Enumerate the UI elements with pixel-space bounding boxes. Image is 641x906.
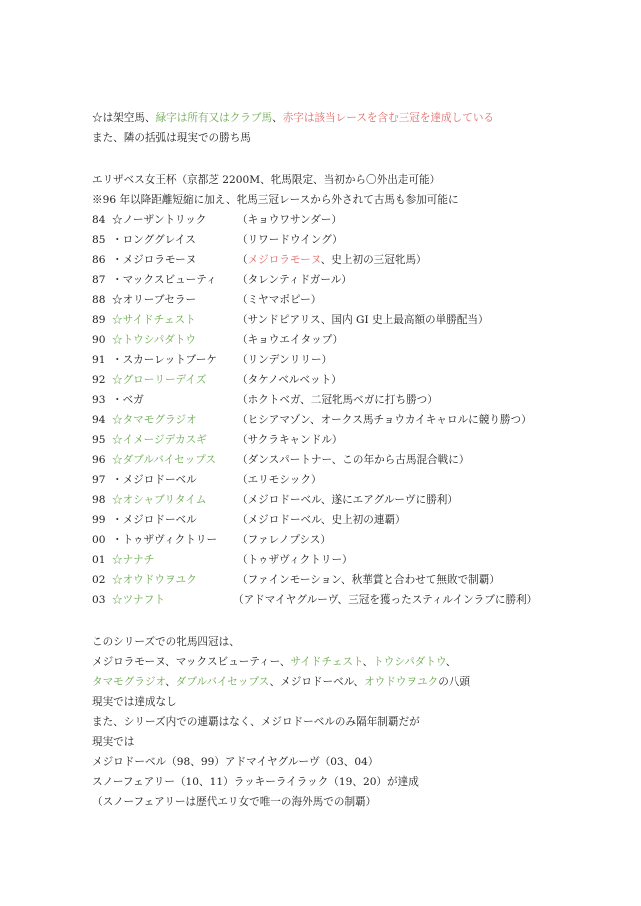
summary-intro: このシリーズでの牝馬四冠は、 [92,636,240,648]
winner-real-note: （ファインモーション、秋華賞と合わせて無敗で制覇） [237,574,500,586]
winner-real-note: （キョウワサンダー） [237,214,342,226]
winner-real-note: （ミヤマポピー） [237,294,322,306]
summary-horse-text: タマモグラジオ [92,676,166,688]
winner-name: ・マックスビューティ [112,274,217,286]
winner-row [92,250,622,270]
winner-row [92,210,622,230]
winner-real-note: （ダンスパートナー、この年から古馬混合戦に） [237,454,470,466]
winner-row [92,570,622,590]
winner-real-note: （トゥザヴィクトリー） [237,554,353,566]
winner-name: ・トゥザヴィクトリー [112,534,218,546]
winner-year: 02 [92,574,106,586]
winner-note-part: メジロラモーヌ [247,254,321,266]
winner-real-note: （ヒシアマゾン、オークス馬チョウカイキャロルに競り勝つ） [237,414,532,426]
summary-horse-text: 、 [362,656,374,668]
winner-name: ☆イメージデカスギ [112,434,207,446]
winner-row [92,550,622,570]
winner-row [92,390,622,410]
summary-horse-text: 、メジロドーベル、 [269,676,365,688]
legend-red-text: 赤字は該当レースを含む三冠を達成している [282,112,495,124]
winner-real-note: （キョウエイタップ） [237,334,344,346]
winner-year: 84 [92,214,106,226]
winner-real-note: （タレンティドガール） [237,274,352,286]
winner-row [92,430,622,450]
winner-real-note: （ホクトベガ、二冠牝馬ベガに打ち勝つ） [237,394,438,406]
winner-name: ・ベガ [112,394,144,406]
winner-real-note: （タケノベルベット） [237,374,342,386]
summary-horse-text: 、 [445,656,457,668]
winner-row [92,470,622,490]
winner-year: 99 [92,514,106,526]
winner-name: ☆オリーブセラー [112,294,197,306]
legend-line-2: また、隣の括弧は現実での勝ち馬 [92,132,251,144]
legend-fictional-horse: ☆は架空馬、 [92,112,156,124]
winner-name: ☆タマモグラジオ [112,414,197,426]
winner-real-note: （メジロドーベル、遂にエアグルーヴに勝利） [237,494,458,506]
winner-year: 01 [92,554,106,566]
winner-row [92,530,622,550]
winner-year: 97 [92,474,106,486]
winner-name: ☆ツナフト [112,594,165,606]
winner-year: 85 [92,234,106,246]
winner-name: ☆ダブルバイセップス [112,454,217,466]
winner-row [92,330,622,350]
winner-real-note: （メジロドーベル、史上初の連覇） [237,514,406,526]
winner-year: 92 [92,374,106,386]
winner-row [92,310,622,330]
winner-name: ・ロンググレイス [112,234,196,246]
winner-name: ☆ナナチ [112,554,155,566]
winner-name: ☆オウドウヲユク [112,574,197,586]
winner-name: ☆グローリーデイズ [112,374,207,386]
winner-row [92,490,622,510]
winner-real-note: （リンデンリリー） [237,354,333,366]
winner-year: 89 [92,314,106,326]
winner-real-note: （ファレノプシス） [237,534,331,546]
winner-name: ・メジロラモーヌ [112,254,197,266]
winner-year: 90 [92,334,106,346]
winner-year: 86 [92,254,106,266]
winner-name: ☆ノーザントリック [112,214,207,226]
winner-year: 03 [92,594,106,606]
winner-row [92,230,622,250]
winner-row [92,410,622,430]
winner-year: 87 [92,274,106,286]
summary-horse-text: メジロラモーヌ、マックスビューティー、 [92,656,291,668]
summary-line-8: （スノーフェアリーは歴代エリ女で唯一の海外馬での制覇） [92,796,377,808]
winner-year: 95 [92,434,106,446]
winner-real-note: （サンドピアリス、国内 GI 史上最高額の単勝配当） [237,314,489,326]
winner-note-part: （ [237,254,248,266]
summary-line-7: スノーフェアリー（10、11）ラッキーライラック（19、20）が達成 [92,776,419,788]
winner-row [92,350,622,370]
summary-line-6: メジロドーベル（98、99）アドマイヤグルーヴ（03、04） [92,756,379,768]
legend-separator: 、 [272,112,283,124]
winner-note-part: 、史上初の三冠牝馬） [320,254,427,266]
winner-real-note: （エリモシック） [237,474,322,486]
winner-real-note: （サクラキャンドル） [237,434,343,446]
summary-horse-text: オウドウヲユク [364,676,439,688]
winner-real-note [237,250,427,270]
legend-green-text: 緑字は所有又はクラブ馬 [155,112,273,124]
winner-year: 93 [92,394,106,406]
summary-horse-text: トウシパダトウ [373,656,446,668]
summary-line-4: また、シリーズ内での連覇はなく、メジロドーベルのみ隔年制覇だが [92,716,420,728]
winner-name: ・メジロドーベル [112,474,197,486]
winner-name: ☆サイドチェスト [112,314,196,326]
summary-line-3: 現実では達成なし [92,696,177,708]
winner-year: 96 [92,454,106,466]
winner-row [92,370,622,390]
winner-row [92,270,622,290]
winner-real-note: （リワードウイング） [237,234,343,246]
winner-row [92,450,622,470]
winner-row [92,510,622,530]
winner-real-note: （アドマイヤグルーヴ、三冠を獲ったスティルインラブに勝利） [233,594,538,606]
winner-year: 94 [92,414,106,426]
summary-line-5: 現実では [92,736,135,748]
summary-horse-text: ダブルバイセップス [175,676,270,688]
winner-year: 98 [92,494,106,506]
winner-row [92,590,622,610]
document-page [92,108,622,812]
winner-year: 88 [92,294,106,306]
winners-list [92,210,622,610]
winner-name: ・メジロドーベル [112,514,197,526]
winner-year: 00 [92,534,106,546]
summary-horse-text: 、 [165,676,176,688]
legend-line-1 [92,108,622,128]
winner-row [92,290,622,310]
race-note: ※96 年以降距離短縮に加え、牝馬三冠レースから外されて古馬も参加可能に [92,194,459,206]
summary-horse-text: の八頭 [438,676,470,688]
winner-year: 91 [92,354,106,366]
winner-name: ☆トウシパダトウ [112,334,197,346]
winner-name: ・スカーレットブーケ [112,354,217,366]
summary-horse-text: サイドチェスト [290,656,363,668]
race-title: エリザベス女王杯（京都芝 2200M、牝馬限定、当初から〇外出走可能） [92,174,441,186]
summary-list-line-1 [92,652,622,672]
summary-list-line-2 [92,672,622,692]
winner-name: ☆オシャブリタイム [112,494,207,506]
